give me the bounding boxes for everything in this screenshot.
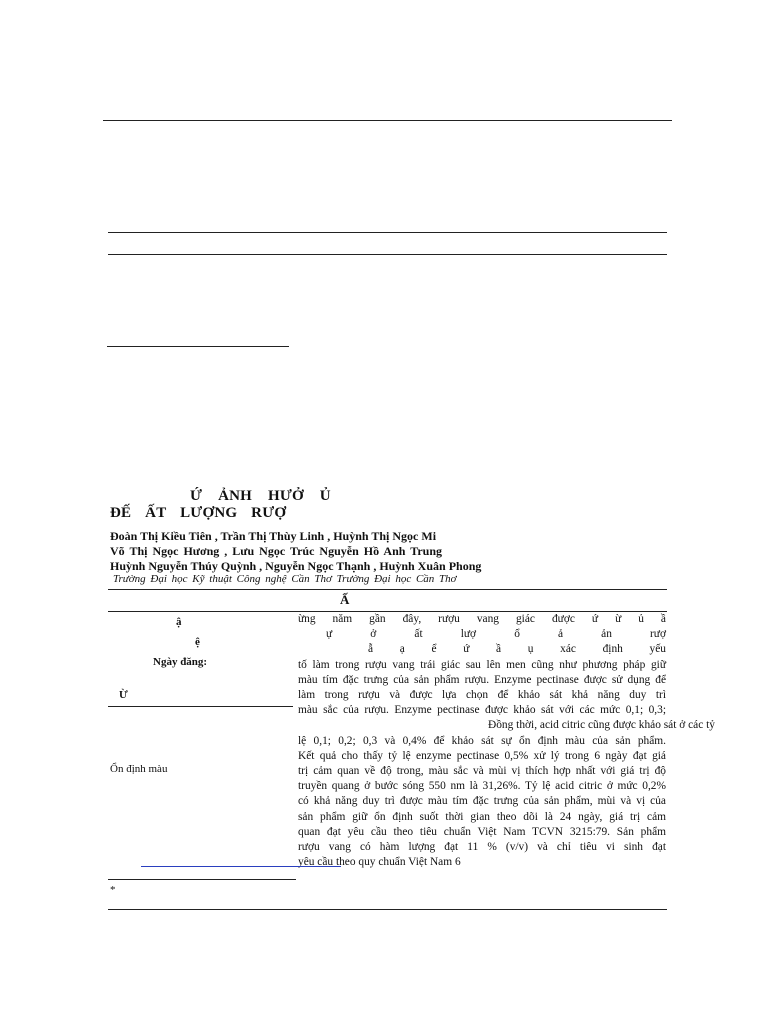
abstract-line: truyền quang ở bước sóng 550 nm là 31,26%. Tỷ lệ acid citric ở mức 0,2% bbox=[298, 780, 666, 793]
abstract-line: ự ở ất lượ ổ ả ản rượ bbox=[326, 628, 666, 641]
paper-title-line-1: Ứ ẢNH HƯỞ Ủ bbox=[190, 488, 331, 504]
abstract-line: làm trong rượu và được lựa chọn để khảo sát khả năng duy trì bbox=[298, 689, 666, 702]
authors-line-3: Huỳnh Nguyễn Thúy Quỳnh , Nguyễn Ngọc Thạnh , Huỳnh Xuân Phong bbox=[110, 559, 482, 573]
info-glyph-1: ậ bbox=[176, 616, 182, 628]
header-rule bbox=[103, 120, 672, 121]
authors-line-2: Võ Thị Ngọc Hương , Lưu Ngọc Trúc Nguyễn Hồ Anh Trung bbox=[110, 544, 442, 558]
left-column-rule bbox=[108, 706, 293, 707]
abstract-line: ẫ ạ ể ứ ầ ụ xác định yếu bbox=[368, 643, 666, 656]
abstract-line: Kết quả cho thấy tỷ lệ enzyme pectinase 0,5% xử lý trong 6 ngày đạt giá bbox=[298, 749, 666, 762]
authors-line-1: Đoàn Thị Kiều Tiên , Trần Thị Thùy Linh , Huỳnh Thị Ngọc Mi bbox=[110, 529, 437, 543]
abstract-line: có khả năng duy trì được màu tím đặc trưng của sản phẩm, mùi và vị của bbox=[298, 795, 666, 808]
short-rule bbox=[107, 346, 289, 347]
abstract bbox=[298, 612, 715, 870]
keyword-on-dinh-mau: Ổn định màu bbox=[110, 763, 168, 775]
abstract-line: màu tím đặc trưng của sản phẩm rượu. Enzyme pectinase được sử dụng để bbox=[298, 673, 666, 686]
abstract-line: sản phẩm giữ ổn định suốt thời gian theo dõi là 24 ngày, giá trị cảm bbox=[298, 810, 666, 823]
abstract-line: rượu vang có hàm lượng đạt 11 % (v/v) và chỉ tiêu vi sinh đạt bbox=[298, 841, 666, 854]
header-box-bottom-rule bbox=[108, 254, 667, 255]
abstract-line: Đồng thời, acid citric cũng được khảo sát ở các tỷ bbox=[488, 719, 715, 732]
footnote-rule bbox=[108, 879, 296, 880]
info-glyph-2: ệ bbox=[195, 636, 200, 648]
abstract-line: ừng năm gần đây, rượu vang giác được ứ ừ ủ ầ bbox=[298, 613, 666, 625]
paper-title-line-2: ĐẾ ẤT LƯỢNG RƯỢ bbox=[110, 505, 287, 521]
email-link[interactable] bbox=[141, 858, 341, 867]
bottom-rule bbox=[108, 909, 667, 910]
date-label: Ngày đăng: bbox=[153, 656, 208, 668]
table-header-glyph: Ấ bbox=[340, 592, 350, 607]
table-top-rule bbox=[108, 589, 667, 590]
header-box-top-rule bbox=[108, 232, 667, 233]
abstract-line: trị cảm quan về độ trong, màu sắc và mùi vị thích hợp nhất với giá trị độ bbox=[298, 765, 666, 778]
affiliation: Trường Đại học Kỹ thuật Công nghệ Cần Thơ Trường Đại học Cần Thơ bbox=[113, 573, 457, 585]
keyword-heading-glyph: Ừ bbox=[119, 689, 128, 701]
abstract-line: màu sắc của rượu. Enzyme pectinase được khảo sát với các mức 0,1; 0,3; bbox=[298, 704, 666, 717]
abstract-line: yêu cầu theo quy chuẩn Việt Nam 6 bbox=[298, 856, 461, 869]
abstract-line: quan đạt yêu cầu theo tiêu chuẩn Việt Nam TCVN 3215:79. Sản phẩm bbox=[298, 825, 666, 838]
abstract-line: lệ 0,1; 0,2; 0,3 và 0,4% để khảo sát sự ổn định màu của sản phẩm. bbox=[298, 734, 666, 747]
abstract-line: tố làm trong rượu vang trái giác sau lên men cũng như phương pháp giữ bbox=[298, 658, 666, 671]
footnote-mark: * bbox=[110, 884, 116, 896]
